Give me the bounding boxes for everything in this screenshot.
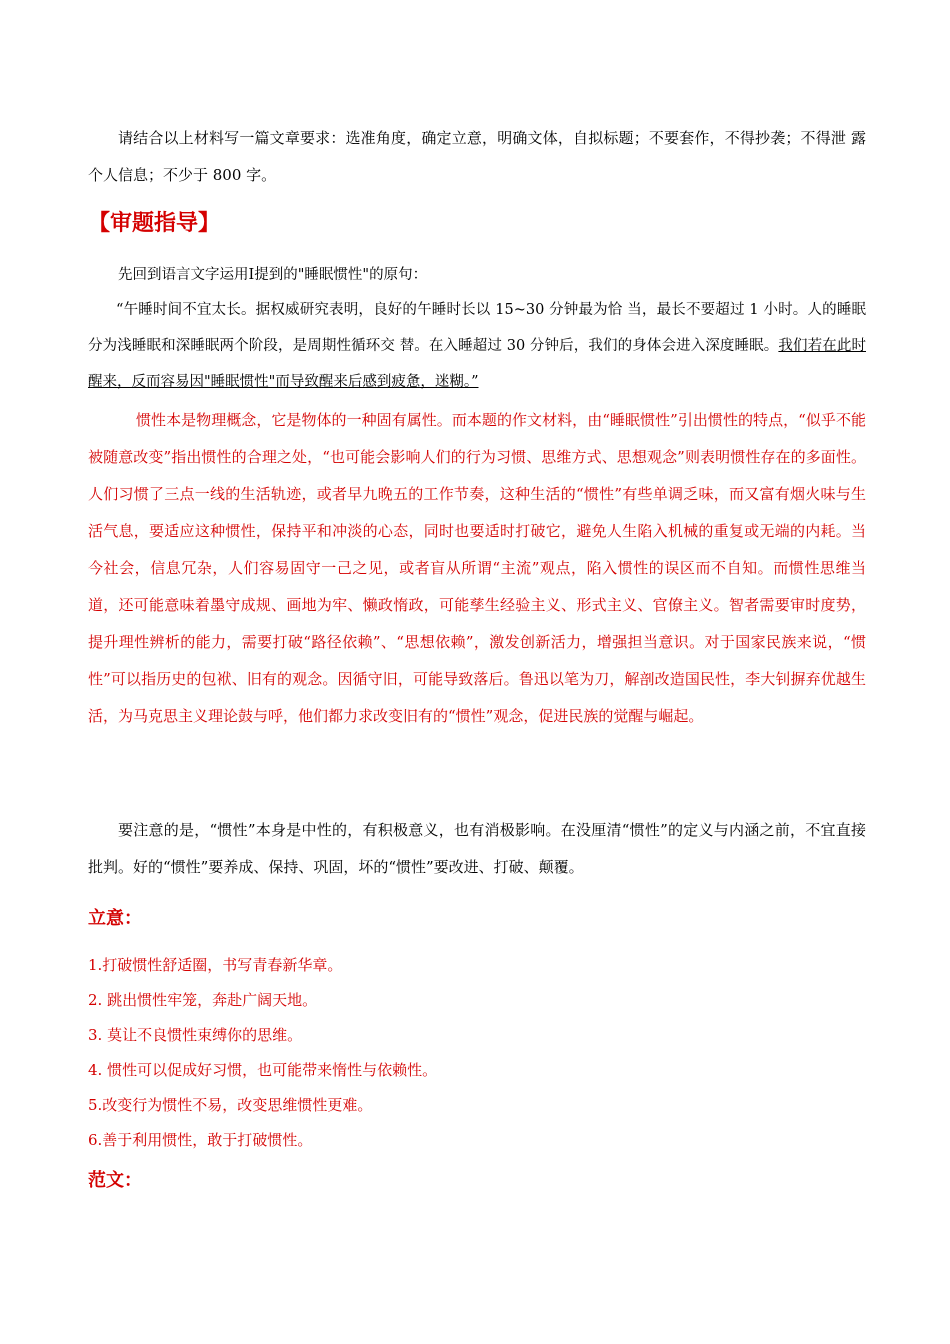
quote-main-text: “午睡时间不宜太长。据权威研究表明，良好的午睡时长以 15~30 分钟最为恰 当，最长不要超过 1 小时。人的睡眠分为浅睡眠和深睡眠两个阶段，是周期性循环交 替。在入睡超过 30 分钟后，我们的身体会进入深度睡眠。	[88, 302, 866, 354]
theme-item: 5.改变行为惯性不易，改变思维惯性更难。	[88, 1096, 373, 1114]
theme-item: 6.善于利用惯性，敢于打破惯性。	[88, 1131, 313, 1149]
guidance-heading: 【审题指导】	[88, 211, 221, 236]
analysis-paragraph: 惯性本是物理概念，它是物体的一种固有属性。而本题的作文材料，由“睡眠惯性”引出惯性的特点，“似乎不能被随意改变”指出惯性的合理之处，“也可能会影响人们的行为习惯、思维方式、思想观念”则表明惯性存在的多面性。人们习惯了三点一线的生活轨迹，或者早九晚五的工作节奏，这种生活的“惯性”有些单调乏味，而又富有烟火味与生活气息，要适应这种惯性，保持平和冲淡的心态，同时也要适时打破它，避免人生陷入机械的重复或无端的内耗。当今社会，信息冗杂，人们容易固守一己之见，或者盲从所谓“主流”观点，陷入惯性的误区而不自知。而惯性思维当道，还可能意味着墨守成规、画地为牢、懒政惰政，可能孳生经验主义、形式主义、官僚主义。智者需要审时度势，提升理性辨析的能力，需要打破“路径依赖”、“思想依赖”，激发创新活力，增强担当意识。对于国家民族来说，“惯性”可以指历史的包袱、旧有的观念。因循守旧，可能导致落后。鲁迅以笔为刀，解剖改造国民性，李大钊摒弃优越生活，为马克思主义理论鼓与呼，他们都力求改变旧有的“惯性”观念，促进民族的觉醒与崛起。	[88, 411, 866, 725]
theme-item: 4. 惯性可以促成好习惯，也可能带来惰性与依赖性。	[88, 1061, 438, 1079]
theme-item: 3. 莫让不良惯性束缚你的思维。	[88, 1026, 303, 1044]
theme-item: 1.打破惯性舒适圈，书写青春新华章。	[88, 956, 343, 974]
theme-heading: 立意：	[88, 908, 142, 929]
quote-underlined-text: 我们若在此时醒来，反而容易因"睡眠惯性"而导致醒来后感到疲惫，迷糊。”	[88, 338, 866, 390]
sample-heading: 范文：	[88, 1170, 142, 1191]
quote-paragraph	[88, 292, 866, 400]
note-paragraph: 要注意的是，“惯性”本身是中性的，有积极意义，也有消极影响。在没厘清“惯性”的定义与内涵之前，不宜直接批判。好的“惯性”要养成、保持、巩固，坏的“惯性”要改进、打破、颠覆。	[88, 821, 866, 876]
intro-paragraph: 请结合以上材料写一篇文章要求：选准角度，确定立意，明确文体，自拟标题；不要套作，不得抄袭；不得泄 露个人信息；不少于 800 字。	[88, 129, 866, 184]
theme-list	[88, 948, 866, 1158]
theme-item: 2. 跳出惯性牢笼，奔赴广阔天地。	[88, 991, 318, 1009]
quote-intro: 先回到语言文字运用Ⅰ提到的"睡眠惯性"的原句：	[118, 267, 428, 283]
